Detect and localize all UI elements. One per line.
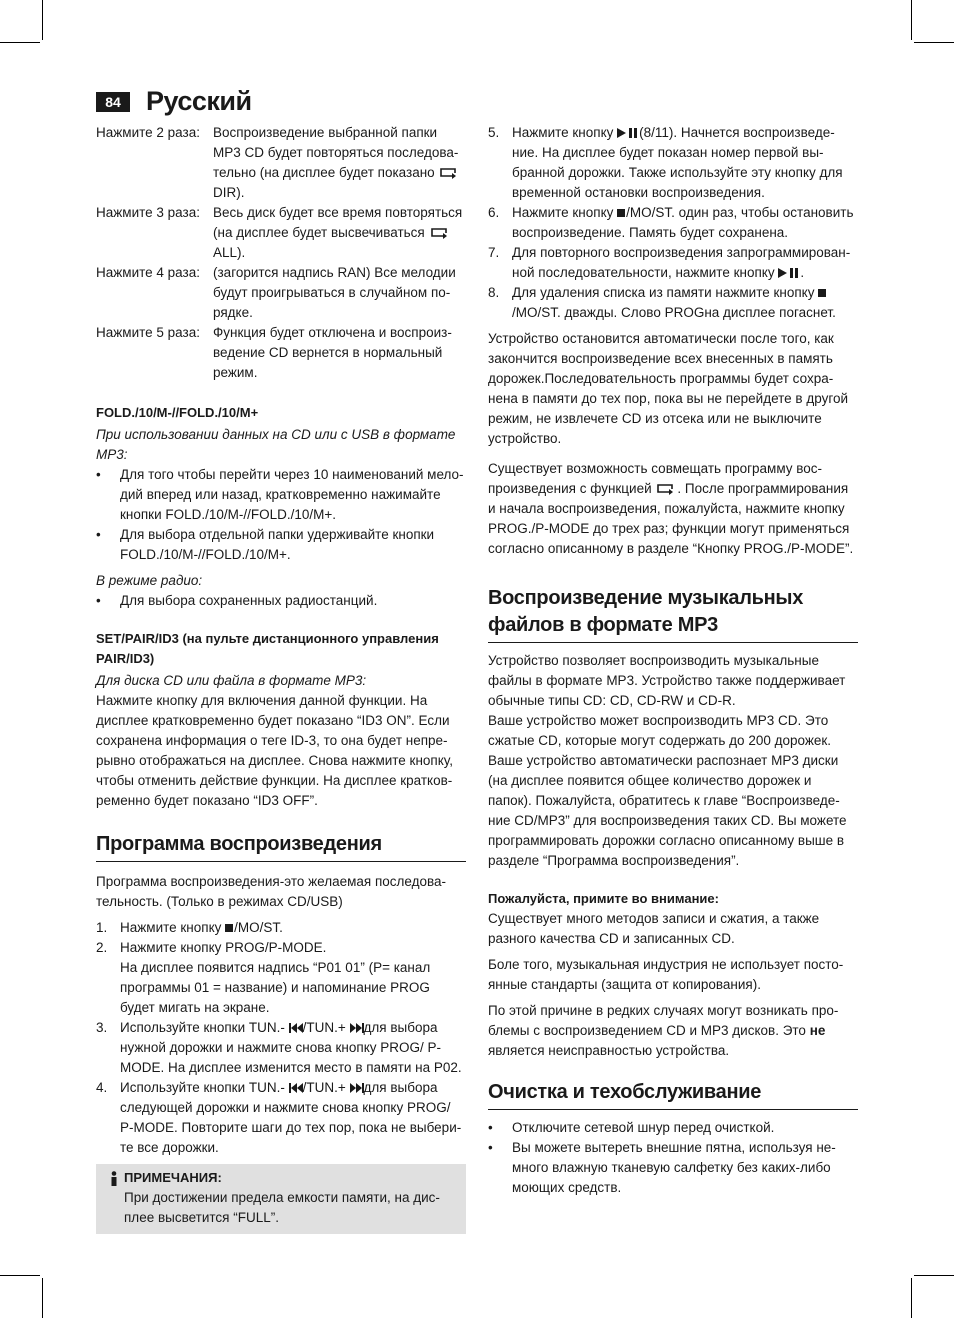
press-item bbox=[96, 263, 466, 323]
setpair-body: Нажмите кнопку для включения данной функции. На дисплее кратковременно будет показано “ID3 ON”. Если сохранена информация о теге ID-3, то она будет непре- рывно отображаться на дисплее. Снова нажмите кнопку, чтобы отменить действие функции. На дисплее кратков- ременно будет показано “ID3 OFF”. bbox=[96, 693, 453, 808]
step-text: /TUN.+ bbox=[302, 1080, 350, 1095]
skip-back-icon bbox=[289, 1022, 303, 1034]
step-text: (8/11). Начнется воспроизведе- ние. На дисплее будет показан номер первой вы- бранной дорожки. Также используйте эту кнопку для временной остановки воспроизведения. bbox=[512, 125, 843, 200]
step-number: 7. bbox=[488, 245, 500, 260]
crop-mark bbox=[0, 1275, 40, 1276]
note-text: При достижении предела емкости памяти, на дис- плее высветится “FULL”. bbox=[124, 1190, 440, 1225]
bullet-dot: • bbox=[96, 593, 101, 608]
step-text: /TUN.+ bbox=[302, 1020, 350, 1035]
step-number: 6. bbox=[488, 205, 500, 220]
step-text: На дисплее появится надпись “P01 01” (P= канал программы 01 = название) и напоминание PROG будет мигать на экране. bbox=[120, 960, 431, 1015]
crop-mark bbox=[914, 1275, 954, 1276]
crop-mark bbox=[911, 0, 912, 40]
press-line: Функция будет отключена и воспроиз- bbox=[213, 325, 452, 340]
step-item bbox=[488, 123, 858, 203]
bullet-text: Вы можете вытереть внешние пятна, используя не- много влажную тканевую салфетку без каких-либо моющих средств. bbox=[512, 1140, 836, 1195]
page-title: Русский bbox=[146, 86, 252, 116]
step-text: Нажмите кнопку bbox=[512, 125, 618, 140]
press-line: тельно (на дисплее будет показано bbox=[213, 165, 435, 180]
step-text: Используйте кнопки TUN.- bbox=[120, 1080, 289, 1095]
crop-mark bbox=[911, 1278, 912, 1318]
skip-back-icon bbox=[289, 1082, 303, 1094]
bullet-text: Для того чтобы перейти через 10 наименований мело- дий вперед или назад, кратковременно нажимайте кнопки FOLD./10/M-//FOLD./10/M+. bbox=[120, 467, 464, 522]
auto-stop-paragraph: Устройство остановится автоматически после того, как закончится воспроизведение всех внесенных в память дорожек.Последовательность программы будет сохра- нена в памяти до тех пор, пока вы не перейдете в другой режим, не извлечете CD из отсека или не выключите устройство. bbox=[488, 331, 848, 446]
press-line: ALL). bbox=[213, 245, 246, 260]
step-text: для выбора нужной дорожки и нажмите снова кнопку PROG/ P-MODE. На дисплее изменится место в памяти на P02. bbox=[120, 1020, 462, 1075]
press-line: DIR). bbox=[213, 185, 245, 200]
skip-forward-icon bbox=[350, 1022, 364, 1034]
step-number: 4. bbox=[96, 1080, 108, 1095]
press-item bbox=[96, 323, 466, 383]
bullet-dot: • bbox=[488, 1140, 493, 1155]
step-item bbox=[96, 938, 466, 1018]
press-line: Весь диск будет все время повторяться bbox=[213, 205, 463, 220]
repeat-icon bbox=[438, 165, 460, 179]
step-item bbox=[488, 203, 858, 243]
step-text: /MO/ST. один раз, чтобы остановить воспроизведение. Память будет сохранена. bbox=[512, 205, 854, 240]
bullet-text: Для выбора сохраненных радиостанций. bbox=[120, 593, 378, 608]
step-text: Используйте кнопки TUN.- bbox=[120, 1020, 289, 1035]
step-text: Для удаления списка из памяти нажмите кнопку bbox=[512, 285, 819, 300]
press-line: рядке. bbox=[213, 305, 253, 320]
step-item bbox=[488, 243, 858, 283]
setpair-intro: Для диска CD или файла в формате MP3: bbox=[96, 673, 367, 688]
step-item bbox=[96, 918, 466, 938]
mp3-note-text: Существует много методов записи и сжатия, а также разного качества CD и записанных CD. bbox=[488, 911, 820, 946]
press-label: Нажмите 4 раза: bbox=[96, 265, 200, 280]
press-line: Воспроизведение выбранной папки bbox=[213, 125, 438, 140]
step-number: 8. bbox=[488, 285, 500, 300]
stop-icon bbox=[225, 924, 233, 932]
step-text: для выбора следующей дорожки и нажмите снова кнопку PROG/ P-MODE. Повторите шаги до тех пор, пока не выбери- те все дорожки. bbox=[120, 1080, 462, 1155]
step-text: Нажмите кнопку PROG/P-MODE. bbox=[120, 940, 327, 955]
program-intro: Программа воспроизведения-это желаемая последова- тельность. (Только в режимах CD/USB) bbox=[96, 874, 447, 909]
mp3-paragraph: Устройство позволяет воспроизводить музыкальные файлы в формате MP3. Устройство также поддерживает обычные типы CD: CD, CD-RW и CD-R. bbox=[488, 653, 846, 708]
step-item bbox=[488, 283, 858, 323]
press-item bbox=[96, 123, 466, 203]
step-text: Нажмите кнопку bbox=[512, 205, 618, 220]
mp3-note-text: По этой причине в редких случаях могут возникать про- блемы с воспроизведением CD и MP3 дисков. Это не является неисправностью устройства. bbox=[488, 1003, 839, 1058]
crop-mark bbox=[42, 1278, 43, 1318]
press-label: Нажмите 3 раза: bbox=[96, 205, 200, 220]
left-column bbox=[96, 123, 466, 1234]
repeat-icon bbox=[655, 481, 677, 495]
mp3-note-text: Боле того, музыкальная индустрия не использует посто- янные стандарты (защита от копирования). bbox=[488, 957, 844, 992]
step-item bbox=[96, 1018, 466, 1078]
stop-icon bbox=[818, 289, 826, 297]
step-text: /MO/ST. дважды. Слово PROGна дисплее погаснет. bbox=[512, 305, 836, 320]
skip-forward-icon bbox=[350, 1082, 364, 1094]
setpair-heading: SET/PAIR/ID3 (на пульте дистанционного управления PAIR/ID3) bbox=[96, 631, 439, 666]
press-line: (на дисплее будет высвечиваться bbox=[213, 225, 425, 240]
info-icon bbox=[108, 1171, 120, 1187]
combine-paragraph: Существует возможность совмещать программу вос- произведения с функцией . После программирования и начала воспроизведения, пожалуйста, нажмите кнопку PROG./P-MODE до трех раз; функции могут применяться согласно описанному в разделе “Кнопку PROG./P-MODE”. bbox=[488, 461, 854, 556]
press-line: будут проигрываться в случайном по- bbox=[213, 285, 451, 300]
note-heading: ПРИМЕЧАНИЯ: bbox=[124, 1170, 222, 1185]
right-column bbox=[488, 123, 858, 1198]
play-pause-icon bbox=[778, 267, 800, 279]
section-title-cleaning: Очистка и техобслуживание bbox=[488, 1079, 858, 1110]
section-title-mp3: Воспроизведение музыкальных файлов в формате MP3 bbox=[488, 585, 858, 643]
list-item bbox=[96, 591, 466, 611]
press-line: ведение CD вернется в нормальный bbox=[213, 345, 443, 360]
press-line: (загорится надпись RAN) Все мелодии bbox=[213, 265, 456, 280]
step-text: /MO/ST. bbox=[234, 920, 283, 935]
section-title-program: Программа воспроизведения bbox=[96, 831, 466, 862]
press-item bbox=[96, 203, 466, 263]
bullet-dot: • bbox=[96, 527, 101, 542]
step-number: 3. bbox=[96, 1020, 108, 1035]
step-item bbox=[96, 1078, 466, 1158]
radio-intro: В режиме радио: bbox=[96, 573, 203, 588]
bullet-dot: • bbox=[96, 467, 101, 482]
note-box bbox=[96, 1164, 466, 1234]
mp3-note-heading: Пожалуйста, примите во внимание: bbox=[488, 891, 719, 906]
press-label: Нажмите 2 раза: bbox=[96, 125, 200, 140]
crop-mark bbox=[42, 0, 43, 40]
stop-icon bbox=[617, 209, 625, 217]
step-number: 5. bbox=[488, 125, 500, 140]
repeat-mode-list bbox=[96, 123, 466, 383]
list-item bbox=[488, 1138, 858, 1198]
step-text: . bbox=[800, 265, 805, 280]
step-number: 2. bbox=[96, 940, 108, 955]
list-item bbox=[96, 465, 466, 525]
fold-intro: При использовании данных на CD или с USB в формате MP3: bbox=[96, 427, 456, 462]
bullet-text: Отключите сетевой шнур перед очисткой. bbox=[512, 1120, 775, 1135]
crop-mark bbox=[914, 42, 954, 43]
mp3-paragraph: Ваше устройство может воспроизводить MP3 CD. Это сжатые CD, которые могут содержать до 200 дорожек. Ваше устройство автоматически распознает MP3 диски (на дисплее появится общее количество дорожек и папок). Пожалуйста, обратитесь к главе “Воспроизведе- ние CD/MP3” для воспроизведения таких CD. Вы можете программировать дорожки согласно описанному выше в разделе “Программа воспроизведения”. bbox=[488, 713, 847, 868]
bullet-text: Для выбора отдельной папки удерживайте кнопки FOLD./10/M-//FOLD./10/M+. bbox=[120, 527, 435, 562]
step-number: 1. bbox=[96, 920, 108, 935]
crop-mark bbox=[0, 42, 40, 43]
press-line: режим. bbox=[213, 365, 258, 380]
page-number: 84 bbox=[96, 92, 130, 112]
press-line: MP3 CD будет повторяться последова- bbox=[213, 145, 459, 160]
bullet-dot: • bbox=[488, 1120, 493, 1135]
press-label: Нажмите 5 раза: bbox=[96, 325, 200, 340]
step-text: Нажмите кнопку bbox=[120, 920, 226, 935]
step-text: Для повторного воспроизведения запрограммирован- ной последовательности, нажмите кнопку bbox=[512, 245, 851, 280]
fold-heading: FOLD./10/M-//FOLD./10/M+ bbox=[96, 405, 259, 420]
list-item bbox=[96, 525, 466, 565]
repeat-icon bbox=[429, 225, 451, 239]
list-item bbox=[488, 1118, 858, 1138]
play-pause-icon bbox=[617, 127, 639, 139]
